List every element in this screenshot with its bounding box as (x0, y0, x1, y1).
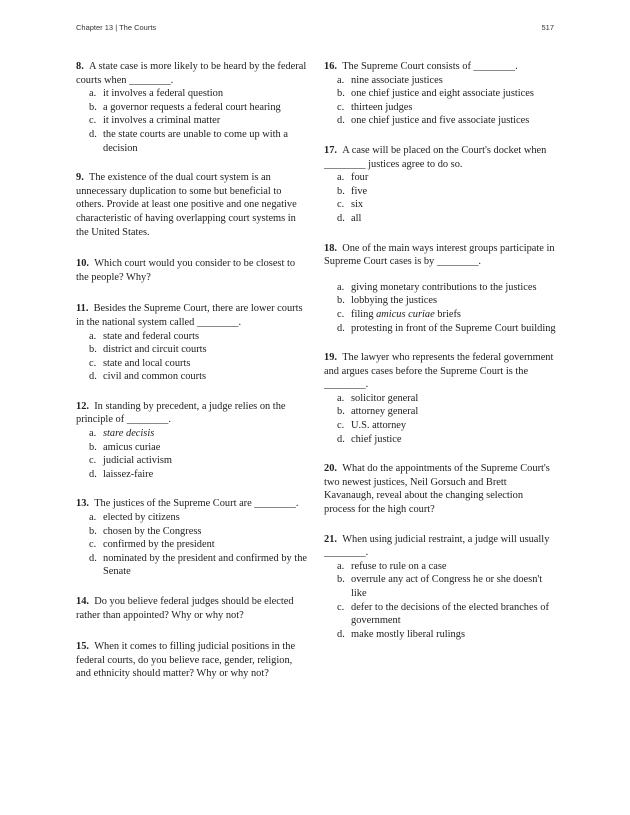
answer-options (76, 330, 308, 384)
option-text: laissez-faire (103, 468, 154, 480)
answer-option-c (324, 101, 556, 115)
answer-option-a (324, 281, 556, 295)
option-text: one chief justice and eight associate justices (351, 88, 534, 100)
option-letter: c . (337, 601, 344, 615)
option-text: six (351, 199, 364, 211)
question-text: The lawyer who represents the federal government and argues cases before the Supreme Court is the ________. (324, 352, 554, 391)
option-text: thirteen judges (351, 101, 413, 113)
answer-option-d (324, 212, 556, 226)
option-text: chief justice (351, 433, 402, 445)
option-letter: b . (337, 185, 345, 199)
question-19 (324, 351, 556, 446)
option-text: four (351, 172, 369, 184)
question-number: 11. (76, 303, 89, 315)
answer-options (76, 427, 308, 481)
answer-option-d (324, 628, 556, 642)
option-text: state and local courts (103, 357, 191, 369)
answer-option-a (76, 330, 308, 344)
question-stem (76, 302, 308, 329)
question-text: Which court would you consider to be closest to the people? Why? (76, 258, 296, 283)
question-text: When it comes to filling judicial positions in the federal courts, do you believe race, gender, religion, and ethnicity should matter? Why or why not? (76, 641, 296, 680)
option-text: nominated by the president and confirmed by the Senate (103, 552, 308, 578)
option-letter: b . (337, 405, 345, 419)
answer-option-b (324, 294, 556, 308)
question-stem (324, 242, 556, 269)
right-question-column (324, 60, 556, 657)
question-15 (76, 640, 308, 681)
question-8 (76, 60, 308, 155)
answer-option-b (76, 101, 308, 115)
question-stem (324, 351, 556, 392)
question-text: What do the appointments of the Supreme Court's two newest justices, Neil Gorsuch and Brett Kavanaugh, reveal about the changing selection process for the high court? (324, 463, 550, 516)
question-stem (76, 497, 308, 511)
question-stem (76, 60, 308, 87)
option-letter: c . (89, 454, 96, 468)
question-number: 16. (324, 61, 337, 72)
answer-option-d (76, 552, 308, 579)
question-stem (76, 595, 308, 622)
answer-option-c (76, 538, 308, 552)
option-letter: d . (337, 433, 345, 447)
answer-option-c (324, 308, 556, 322)
option-letter: d . (89, 552, 97, 566)
question-number: 12. (76, 400, 89, 412)
question-21 (324, 533, 556, 642)
question-number: 18. (324, 242, 337, 254)
answer-options (324, 74, 556, 128)
option-letter: c . (89, 114, 96, 128)
option-letter: d . (337, 212, 345, 226)
answer-option-a (324, 560, 556, 574)
question-number: 21. (324, 533, 337, 545)
answer-options (76, 87, 308, 155)
option-letter: c . (89, 357, 96, 371)
question-text: The existence of the dual court system is an unnecessary duplication to some but beneficial to others. Provide at least one positive and one negative characteristic of having overlapping court systems in the United States. (76, 172, 297, 238)
answer-option-a (76, 87, 308, 101)
question-text: A case will be placed on the Court's docket when ________ justices agree to do so. (324, 144, 547, 170)
answer-option-d (324, 433, 556, 447)
option-text (351, 309, 461, 320)
option-text: nine associate justices (351, 74, 443, 86)
answer-option-b (324, 405, 556, 419)
question-number: 9. (76, 172, 84, 184)
option-text: lobbying the justices (351, 295, 438, 307)
option-text: a governor requests a federal court hearing (103, 101, 281, 113)
option-letter: b . (337, 294, 345, 308)
option-letter: b . (337, 573, 345, 587)
question-number: 8. (76, 61, 84, 72)
answer-option-a (324, 392, 556, 406)
question-16 (324, 60, 556, 128)
answer-option-a (76, 427, 308, 441)
question-stem (324, 60, 556, 74)
answer-option-c (324, 198, 556, 212)
option-text: solicitor general (351, 392, 419, 404)
question-9 (76, 171, 308, 239)
option-text: it involves a federal question (103, 88, 224, 100)
option-text: protesting in front of the Supreme Court building (351, 322, 556, 334)
question-stem (324, 144, 556, 171)
option-text: make mostly liberal rulings (351, 628, 465, 640)
answer-option-c (76, 357, 308, 371)
option-letter: a . (337, 560, 344, 574)
answer-option-b (76, 343, 308, 357)
question-13 (76, 497, 308, 579)
page-number: 517 (541, 23, 554, 32)
option-text: judicial activism (103, 455, 172, 467)
question-number: 20. (324, 463, 337, 475)
answer-option-b (76, 441, 308, 455)
option-letter: b . (89, 343, 97, 357)
question-11 (76, 302, 308, 384)
answer-option-d (76, 468, 308, 482)
answer-option-c (324, 419, 556, 433)
answer-options (324, 392, 556, 446)
option-letter: a . (89, 427, 96, 441)
question-12 (76, 400, 308, 482)
option-text: amicus curiae (103, 441, 161, 453)
option-letter: a . (337, 281, 344, 295)
option-text: district and circuit courts (103, 344, 207, 356)
option-text-part: briefs (434, 308, 461, 320)
option-text: state and federal courts (103, 330, 200, 342)
question-stem (76, 171, 308, 239)
question-14 (76, 595, 308, 622)
answer-option-c (324, 601, 556, 628)
question-20 (324, 462, 556, 516)
question-text: When using judicial restraint, a judge will usually ________. (324, 533, 550, 559)
answer-options (324, 560, 556, 642)
option-text: civil and common courts (103, 371, 207, 383)
answer-option-b (324, 87, 556, 101)
question-18 (324, 242, 556, 336)
option-text: U.S. attorney (351, 420, 407, 432)
option-letter: a . (89, 511, 96, 525)
answer-option-c (76, 114, 308, 128)
question-stem (324, 533, 556, 560)
option-text: confirmed by the president (103, 539, 215, 551)
option-letter: d . (89, 468, 97, 482)
question-number: 10. (76, 258, 89, 270)
answer-options (324, 171, 556, 225)
option-letter: b . (89, 441, 97, 455)
question-number: 19. (324, 352, 337, 364)
question-number: 15. (76, 641, 89, 653)
chapter-title: Chapter 13 | The Courts (76, 23, 157, 32)
option-text: stare decisis (103, 428, 155, 440)
question-text: The Supreme Court consists of ________. (342, 61, 518, 72)
answer-option-b (324, 573, 556, 600)
option-text: overrule any act of Congress he or she doesn't like (351, 574, 543, 599)
option-letter: d . (337, 322, 345, 336)
option-letter: c . (337, 308, 344, 322)
option-text: elected by citizens (103, 512, 180, 524)
option-letter: c . (337, 198, 344, 212)
answer-option-d (76, 128, 308, 155)
option-letter: a . (89, 330, 96, 344)
question-number: 13. (76, 498, 89, 510)
left-question-column (76, 60, 308, 699)
option-letter: d . (337, 114, 345, 128)
option-letter: a . (337, 74, 344, 88)
option-letter: c . (337, 419, 344, 433)
option-letter: c . (89, 538, 96, 552)
option-text-part: filing (351, 308, 377, 320)
option-letter: a . (337, 392, 344, 406)
option-text: defer to the decisions of the elected branches of government (351, 601, 549, 627)
option-letter: d . (337, 628, 345, 642)
answer-option-a (324, 171, 556, 185)
option-text: giving monetary contributions to the justices (351, 281, 537, 293)
option-letter: b . (89, 525, 97, 539)
answer-option-c (76, 454, 308, 468)
answer-options (76, 511, 308, 579)
question-text: Do you believe federal judges should be elected rather than appointed? Why or why not? (76, 596, 294, 621)
question-stem (76, 257, 308, 284)
answer-option-b (76, 525, 308, 539)
answer-options (324, 281, 556, 335)
option-text: all (351, 212, 362, 224)
question-number: 17. (324, 144, 337, 156)
question-17 (324, 144, 556, 226)
option-letter: d . (89, 370, 97, 384)
question-text: Besides the Supreme Court, there are lower courts in the national system called ________. (76, 303, 303, 328)
option-letter: d . (89, 128, 97, 142)
question-stem (324, 462, 556, 516)
question-number: 14. (76, 596, 89, 607)
question-text: A state case is more likely to be heard by the federal courts when ________. (76, 61, 307, 86)
answer-option-a (324, 74, 556, 88)
option-text: the state courts are unable to come up with a decision (103, 128, 288, 154)
option-letter: c . (337, 101, 344, 115)
option-text: refuse to rule on a case (351, 560, 447, 572)
option-text: five (351, 185, 368, 197)
question-stem (76, 400, 308, 427)
question-10 (76, 257, 308, 284)
answer-option-a (76, 511, 308, 525)
option-text: chosen by the Congress (103, 525, 202, 537)
option-letter: a . (89, 87, 96, 101)
option-text-italic: amicus curiae (376, 308, 435, 320)
question-text: One of the main ways interest groups participate in Supreme Court cases is by ________. (324, 242, 555, 268)
question-text: In standing by precedent, a judge relies on the principle of ________. (76, 400, 286, 426)
page-header (76, 23, 554, 37)
question-text: The justices of the Supreme Court are ________. (94, 498, 299, 510)
option-letter: b . (89, 101, 97, 115)
option-text: one chief justice and five associate justices (351, 115, 530, 127)
question-stem (76, 640, 308, 681)
option-letter: a . (337, 171, 344, 185)
answer-option-b (324, 185, 556, 199)
option-letter: b . (337, 87, 345, 101)
answer-option-d (324, 114, 556, 128)
option-text: it involves a criminal matter (103, 115, 221, 127)
answer-option-d (324, 322, 556, 336)
answer-option-d (76, 370, 308, 384)
option-text: attorney general (351, 406, 419, 418)
